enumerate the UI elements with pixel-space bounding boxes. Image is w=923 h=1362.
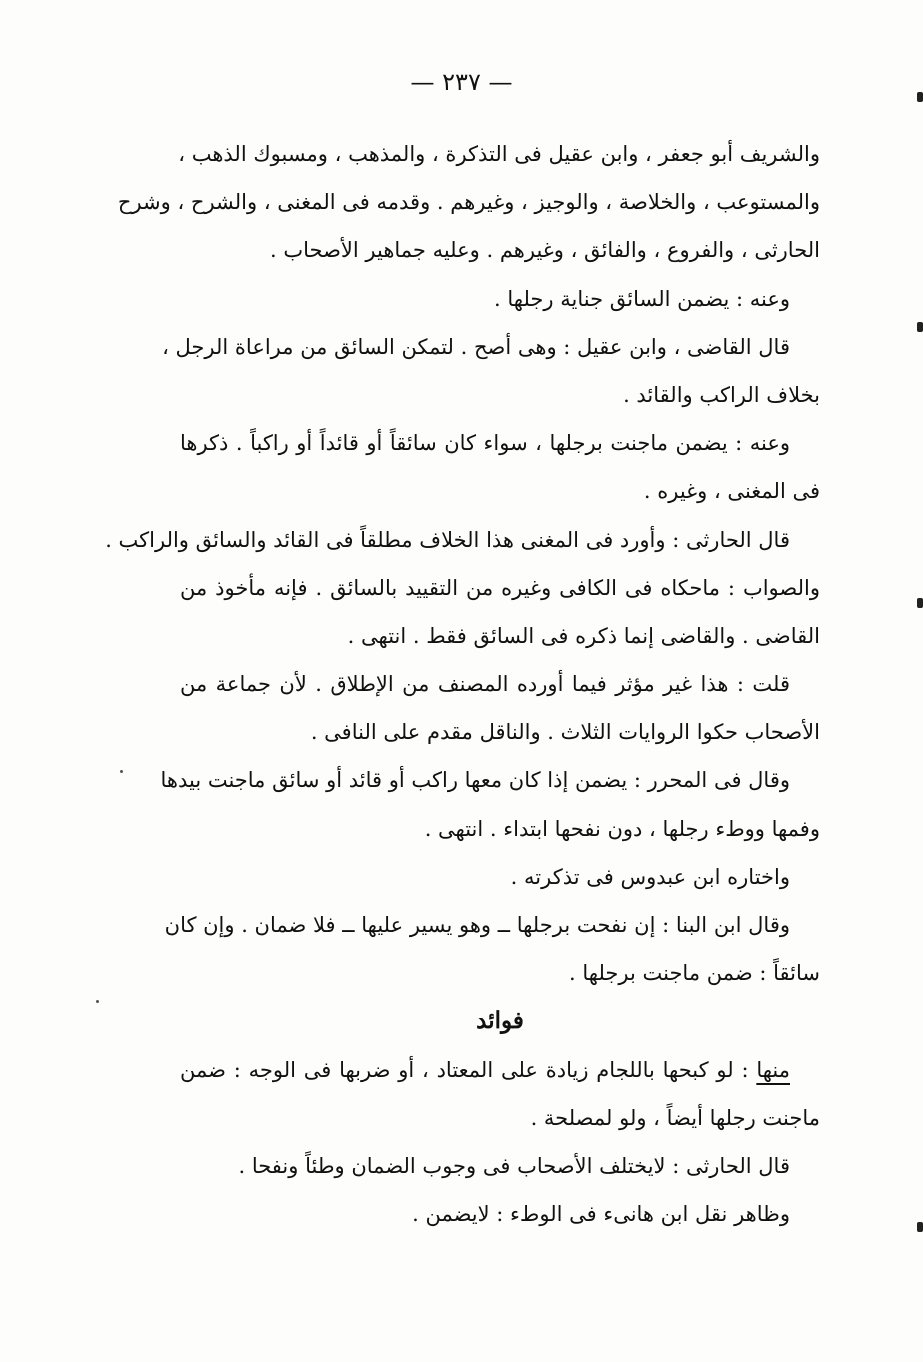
text-line xyxy=(180,1046,820,1094)
text-line: وعنه : يضمن السائق جناية رجلها . xyxy=(494,286,790,311)
body-text xyxy=(105,130,820,1238)
text-line: قال القاضى ، وابن عقيل : وهى أصح . لتمكن السائق من مراعاة الرجل ، xyxy=(162,334,790,359)
text-line: الأصحاب حكوا الروايات الثلاث . والناقل مقدم على النافى . xyxy=(310,720,820,745)
text-line: الحارثى ، والفروع ، والفائق ، وغيرهم . وعليه جماهير الأصحاب . xyxy=(270,238,820,263)
scan-edge-mark xyxy=(917,92,923,102)
text-line: القاضى . والقاضى إنما ذكره فى السائق فقط . انتهى . xyxy=(347,623,820,648)
scan-edge-mark xyxy=(917,598,923,608)
text-line: والمستوعب ، والخلاصة ، والوجيز ، وغيرهم . وقدمه فى المغنى ، والشرح ، وشرح xyxy=(117,190,820,215)
section-heading: فوائد xyxy=(476,1007,524,1035)
text-line: قال الحارثى : وأورد فى المغنى هذا الخلاف مطلقاً فى القائد والسائق والراكب . xyxy=(105,527,790,552)
scan-speck xyxy=(120,770,123,773)
text-line: سائقاً : ضمن ماجنت برجلها . xyxy=(569,961,820,986)
text-line: وفمها ووطء رجلها ، دون نفحها ابتداء . انتهى . xyxy=(424,816,820,841)
text-line: فى المغنى ، وغيره . xyxy=(643,479,820,504)
scan-edge-mark xyxy=(917,1222,923,1232)
text-line: ماجنت رجلها أيضاً ، ولو لمصلحة . xyxy=(530,1105,820,1130)
text-line: وقال ابن البنا : إن نفحت برجلها ــ وهو يسير عليها ــ فلا ضمان . وإن كان xyxy=(164,913,790,937)
underlined-word: منها xyxy=(756,1057,790,1082)
page-number: — ٢٣٧ — xyxy=(410,68,513,96)
text-line-rest: : لو كبحها باللجام زيادة على المعتاد ، أو ضربها فى الوجه : ضمن xyxy=(180,1057,757,1082)
text-line: واختاره ابن عبدوس فى تذكرته . xyxy=(510,864,790,889)
text-line: وقال فى المحرر : يضمن إذا كان معها راكب أو قائد أو سائق ماجنت بيدها xyxy=(160,768,790,793)
text-line: وعنه : يضمن ماجنت برجلها ، سواء كان سائقاً أو قائداً أو راكباً . ذكرها xyxy=(180,431,790,456)
text-line: بخلاف الراكب والقائد . xyxy=(623,382,820,407)
scan-speck xyxy=(96,1000,99,1003)
text-line: قال الحارثى : لايختلف الأصحاب فى وجوب الضمان وطئاً ونفحا . xyxy=(238,1153,790,1178)
text-line: وظاهر نقل ابن هانىء فى الوطء : لايضمن . xyxy=(412,1202,790,1227)
text-line: والصواب : ماحكاه فى الكافى وغيره من التقييد بالسائق . فإنه مأخوذ من xyxy=(180,575,820,600)
scan-edge-mark xyxy=(917,322,923,332)
text-line: والشريف أبو جعفر ، وابن عقيل فى التذكرة ، والمذهب ، ومسبوك الذهب ، xyxy=(178,142,820,166)
text-line: قلت : هذا غير مؤثر فيما أورده المصنف من الإطلاق . لأن جماعة من xyxy=(180,672,790,697)
